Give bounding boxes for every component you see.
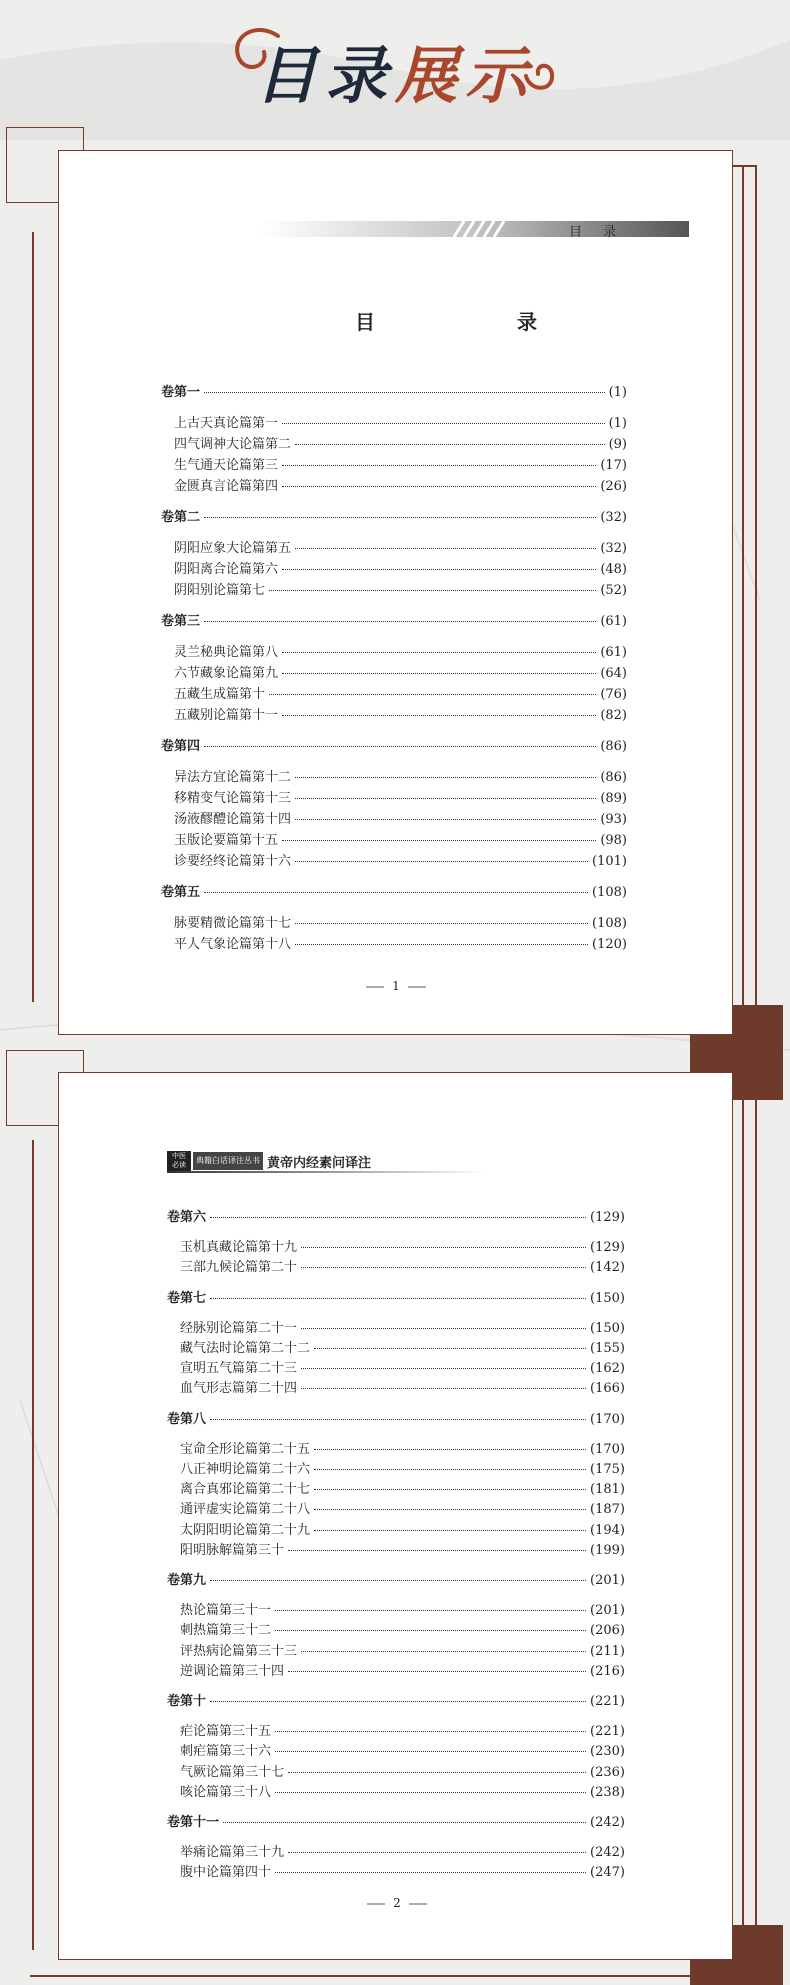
toc-page-ref: (98) (600, 833, 627, 848)
leader-dots (275, 1751, 586, 1752)
toc-label: 刺疟篇第三十六 (180, 1744, 272, 1760)
toc-page-ref: (9) (608, 437, 627, 452)
frame-line (30, 1975, 757, 1977)
toc-page-ref: (76) (600, 687, 627, 702)
toc-entry-row (180, 1260, 625, 1276)
toc-page-ref: (170) (590, 1411, 625, 1427)
toc-volume-row (161, 385, 627, 401)
toc-page-ref: (17) (600, 458, 627, 473)
toc-label: 五藏生成篇第十 (174, 687, 266, 702)
toc-page-ref: (61) (600, 614, 627, 629)
toc-page-ref: (166) (590, 1381, 625, 1397)
leader-dots (288, 1671, 586, 1672)
toc-volume-row (167, 1815, 625, 1831)
toc-entry-row (174, 562, 627, 578)
leader-dots (210, 1298, 586, 1299)
toc-label: 阴阳离合论篇第六 (174, 562, 279, 577)
leader-dots (301, 1368, 586, 1369)
leader-dots (295, 444, 605, 445)
toc-page-ref: (175) (590, 1462, 625, 1477)
leader-dots (210, 1419, 586, 1420)
toc-label: 评热病论篇第三十三 (180, 1643, 298, 1659)
leader-dots (314, 1348, 586, 1349)
toc-label: 金匮真言论篇第四 (174, 479, 279, 494)
toc-label: 腹中论篇第四十 (180, 1865, 272, 1881)
banner-title-dark: 目录 (254, 39, 395, 112)
leader-dots (314, 1489, 586, 1490)
toc-label: 宣明五气篇第二十三 (180, 1361, 298, 1377)
leader-dots (275, 1872, 586, 1873)
leader-dots (269, 590, 596, 591)
toc-label: 五藏别论篇第十一 (174, 708, 279, 723)
frame-line (32, 1140, 34, 1950)
toc-entry-row (180, 1744, 625, 1760)
leader-dots (295, 861, 588, 862)
toc-page-ref: (242) (590, 1815, 625, 1830)
leader-dots (282, 715, 596, 716)
toc-page-ref: (201) (590, 1603, 625, 1619)
toc-label: 离合真邪论篇第二十七 (180, 1482, 311, 1498)
divider (409, 1903, 427, 1905)
toc-entry-row (180, 1765, 625, 1781)
toc-entry-row (180, 1724, 625, 1740)
toc-page-ref: (129) (590, 1240, 625, 1256)
banner (0, 20, 790, 110)
leader-dots (288, 1852, 586, 1853)
toc-page-ref: (242) (590, 1845, 625, 1861)
toc-page-ref: (1) (608, 416, 627, 431)
toc-entry-row (180, 1603, 625, 1619)
toc-entry-row (174, 437, 627, 453)
toc-entry-row (180, 1341, 625, 1357)
toc-page-ref: (155) (590, 1341, 625, 1356)
toc-entry-row (174, 708, 627, 724)
toc-label: 阴阳别论篇第七 (174, 583, 266, 598)
toc-entry-row (174, 645, 627, 661)
toc-volume-row (161, 614, 627, 630)
toc-page-ref: (101) (592, 854, 627, 869)
leader-dots (301, 1651, 586, 1652)
toc-label: 四气调神大论篇第二 (174, 437, 292, 452)
leader-dots (223, 1822, 586, 1823)
toc-label: 卷第五 (161, 885, 201, 900)
toc-label: 卷第二 (161, 510, 201, 525)
toc-page-ref: (26) (600, 479, 627, 494)
toc-entry-row (174, 541, 627, 557)
toc-volume-row (167, 1291, 625, 1307)
leader-dots (204, 746, 596, 747)
toc-label: 卷第七 (167, 1290, 207, 1306)
toc-page-ref: (142) (590, 1260, 625, 1276)
toc-page-ref: (108) (592, 885, 627, 900)
leader-dots (282, 652, 596, 653)
toc-label: 血气形志篇第二十四 (180, 1381, 298, 1397)
leader-dots (295, 777, 596, 778)
toc-entry-row (180, 1543, 625, 1559)
toc-page-ref: (181) (590, 1482, 625, 1498)
banner-title-red: 展示 (395, 39, 536, 112)
toc-volume-row (167, 1210, 625, 1226)
page-header (167, 1151, 371, 1171)
toc-entry-row (180, 1664, 625, 1680)
toc-label: 经脉别论篇第二十一 (180, 1320, 298, 1336)
leader-dots (282, 423, 605, 424)
leader-dots (301, 1247, 586, 1248)
leader-dots (275, 1792, 586, 1793)
leader-dots (269, 694, 596, 695)
toc-page-ref: (206) (590, 1623, 625, 1639)
toc-page-ref: (247) (590, 1865, 625, 1881)
toc-label: 三部九候论篇第二十 (180, 1260, 298, 1276)
book-title: 黄帝内经素问译注 (267, 1155, 372, 1171)
toc-label: 六节藏象论篇第九 (174, 666, 279, 681)
toc-label: 逆调论篇第三十四 (180, 1663, 285, 1679)
series-name: 典籍白话译注丛书 (193, 1152, 263, 1170)
toc-label: 热论篇第三十一 (180, 1603, 272, 1619)
toc-label: 通评虚实论篇第二十八 (180, 1502, 311, 1518)
toc-entry-row (174, 916, 627, 932)
leader-dots (295, 798, 596, 799)
leader-dots (282, 486, 596, 487)
toc-label: 八正神明论篇第二十六 (180, 1462, 311, 1477)
toc-entry-row (180, 1785, 625, 1801)
toc-label: 藏气法时论篇第二十二 (180, 1341, 311, 1356)
toc-entry-row (180, 1845, 625, 1861)
toc-entry-row (180, 1644, 625, 1660)
toc-page-ref: (201) (590, 1573, 625, 1588)
leader-dots (204, 392, 605, 393)
toc-label: 阳明脉解篇第三十 (180, 1542, 285, 1558)
toc-label: 汤液醪醴论篇第十四 (174, 812, 292, 827)
leader-dots (275, 1610, 586, 1611)
leader-dots (210, 1701, 586, 1702)
frame-line (755, 165, 757, 1005)
leader-dots (282, 465, 596, 466)
divider (367, 1903, 385, 1905)
frame-line (32, 232, 34, 1002)
toc-page-ref: (194) (590, 1522, 625, 1538)
leader-dots (295, 923, 588, 924)
toc-label: 灵兰秘典论篇第八 (174, 645, 279, 660)
toc-entry-row (180, 1502, 625, 1518)
leader-dots (288, 1772, 586, 1773)
toc-page-ref: (93) (600, 812, 627, 827)
toc-page-ref: (86) (600, 739, 627, 754)
frame-line (742, 165, 744, 1005)
toc-label: 异法方宜论篇第十二 (174, 770, 292, 785)
toc-entry-row (180, 1482, 625, 1498)
toc-volume-row (161, 510, 627, 526)
toc-page-ref: (170) (590, 1441, 625, 1457)
leader-dots (295, 548, 596, 549)
leader-dots (282, 840, 596, 841)
banner-title (0, 26, 790, 115)
toc-label: 刺热篇第三十二 (180, 1623, 272, 1639)
toc-entry-row (174, 937, 627, 953)
toc-label: 脉要精微论篇第十七 (174, 916, 292, 931)
toc-page-ref: (221) (590, 1694, 625, 1709)
leader-dots (282, 673, 596, 674)
toc-page-ref: (150) (590, 1290, 625, 1306)
leader-dots (204, 621, 596, 622)
toc-volume-row (167, 1412, 625, 1428)
toc-label: 疟论篇第三十五 (180, 1724, 272, 1740)
header-underline (167, 1171, 487, 1175)
toc-entry-row (174, 479, 627, 495)
leader-dots (314, 1509, 586, 1510)
frame-line (755, 1095, 757, 1975)
leader-dots (210, 1580, 586, 1581)
page-header-bar (259, 219, 689, 239)
toc-page-ref: (120) (592, 937, 627, 952)
toc-label: 咳论篇第三十八 (180, 1784, 272, 1800)
toc-label: 卷第八 (167, 1411, 207, 1427)
toc-entry-row (174, 854, 627, 870)
leader-dots (295, 819, 596, 820)
leader-dots (314, 1530, 586, 1531)
leader-dots (204, 892, 588, 893)
toc-page-ref: (32) (600, 510, 627, 525)
toc-label: 气厥论篇第三十七 (180, 1764, 285, 1780)
toc-label: 玉版论要篇第十五 (174, 833, 279, 848)
leader-dots (301, 1328, 586, 1329)
leader-dots (275, 1630, 586, 1631)
page-number (357, 1896, 437, 1910)
page-header-label: 目 录 (569, 225, 621, 240)
page-number (356, 979, 436, 993)
leader-dots (314, 1469, 586, 1470)
leader-dots (301, 1267, 586, 1268)
toc-label: 移精变气论篇第十三 (174, 791, 292, 806)
toc-entry-row (174, 791, 627, 807)
toc-entry-row (174, 770, 627, 786)
series-logo: 中医必读 (167, 1151, 191, 1171)
toc-label: 上古天真论篇第一 (174, 416, 279, 431)
toc-volume-row (161, 885, 627, 901)
toc-page-ref: (150) (590, 1320, 625, 1336)
toc-label: 卷第十 (167, 1694, 207, 1709)
divider (408, 986, 426, 988)
leader-dots (314, 1449, 586, 1450)
toc-entry-row (180, 1361, 625, 1377)
leader-dots (275, 1731, 586, 1732)
divider (366, 986, 384, 988)
toc-page-ref: (61) (600, 645, 627, 660)
toc-label: 举痛论篇第三十九 (180, 1845, 285, 1861)
leader-dots (301, 1388, 586, 1389)
leader-dots (282, 569, 596, 570)
toc-entry-row (174, 812, 627, 828)
frame-line (742, 1095, 744, 1975)
leader-dots (204, 517, 596, 518)
toc-page-ref: (230) (590, 1744, 625, 1760)
toc-entry-row (180, 1381, 625, 1397)
leader-dots (210, 1217, 586, 1218)
toc-label: 太阴阳明论篇第二十九 (180, 1522, 311, 1538)
toc-label: 诊要经终论篇第十六 (174, 854, 292, 869)
toc-page-ref: (82) (600, 708, 627, 723)
toc-page-ref: (32) (600, 541, 627, 556)
toc-entry-row (174, 833, 627, 849)
toc-entry-row (180, 1462, 625, 1478)
toc-page-ref: (187) (590, 1502, 625, 1518)
toc-entry-row (174, 583, 627, 599)
toc-page-ref: (238) (590, 1784, 625, 1800)
toc-page-ref: (129) (590, 1210, 625, 1225)
toc-page-ref: (162) (590, 1361, 625, 1377)
toc-label: 玉机真藏论篇第十九 (180, 1240, 298, 1256)
toc-label: 卷第十一 (167, 1815, 220, 1830)
toc-page-ref: (221) (590, 1724, 625, 1740)
toc-label: 卷第六 (167, 1210, 207, 1225)
toc-entry-row (174, 687, 627, 703)
toc-label: 卷第四 (161, 739, 201, 754)
toc-page-ref: (199) (590, 1542, 625, 1558)
toc-volume-row (167, 1573, 625, 1589)
toc-volume-row (167, 1694, 625, 1710)
toc-volume-row (161, 739, 627, 755)
toc-entry-row (180, 1865, 625, 1881)
toc-page-ref: (52) (600, 583, 627, 598)
toc-page-ref: (236) (590, 1764, 625, 1780)
toc-entry-row (180, 1321, 625, 1337)
leader-dots (288, 1550, 586, 1551)
page-number-value: 1 (392, 979, 400, 993)
toc-page-ref: (211) (590, 1643, 625, 1659)
toc-page-ref: (1) (608, 385, 627, 400)
toc-label: 阴阳应象大论篇第五 (174, 541, 292, 556)
page-title: 目 录 (355, 310, 571, 334)
toc-page-ref: (86) (600, 770, 627, 785)
toc-entry-row (180, 1442, 625, 1458)
toc-entry-row (174, 666, 627, 682)
toc-page-ref: (89) (600, 791, 627, 806)
toc-entry-row (180, 1623, 625, 1639)
toc-page-ref: (64) (600, 666, 627, 681)
toc-label: 平人气象论篇第十八 (174, 937, 292, 952)
toc-label: 生气通天论篇第三 (174, 458, 279, 473)
toc-entry-row (180, 1240, 625, 1256)
toc-entry-row (180, 1523, 625, 1539)
toc-page-1 (58, 150, 733, 1035)
toc-page-ref: (48) (600, 562, 627, 577)
toc-page-ref: (216) (590, 1663, 625, 1679)
toc-entry-row (174, 416, 627, 432)
toc-page-2 (58, 1072, 733, 1960)
page-number-value: 2 (393, 1896, 401, 1910)
toc-label: 卷第三 (161, 614, 201, 629)
toc-label: 卷第九 (167, 1573, 207, 1588)
toc-label: 卷第一 (161, 385, 201, 400)
toc-page-ref: (108) (592, 916, 627, 931)
toc-entry-row (174, 458, 627, 474)
leader-dots (295, 944, 588, 945)
toc-label: 宝命全形论篇第二十五 (180, 1441, 311, 1457)
